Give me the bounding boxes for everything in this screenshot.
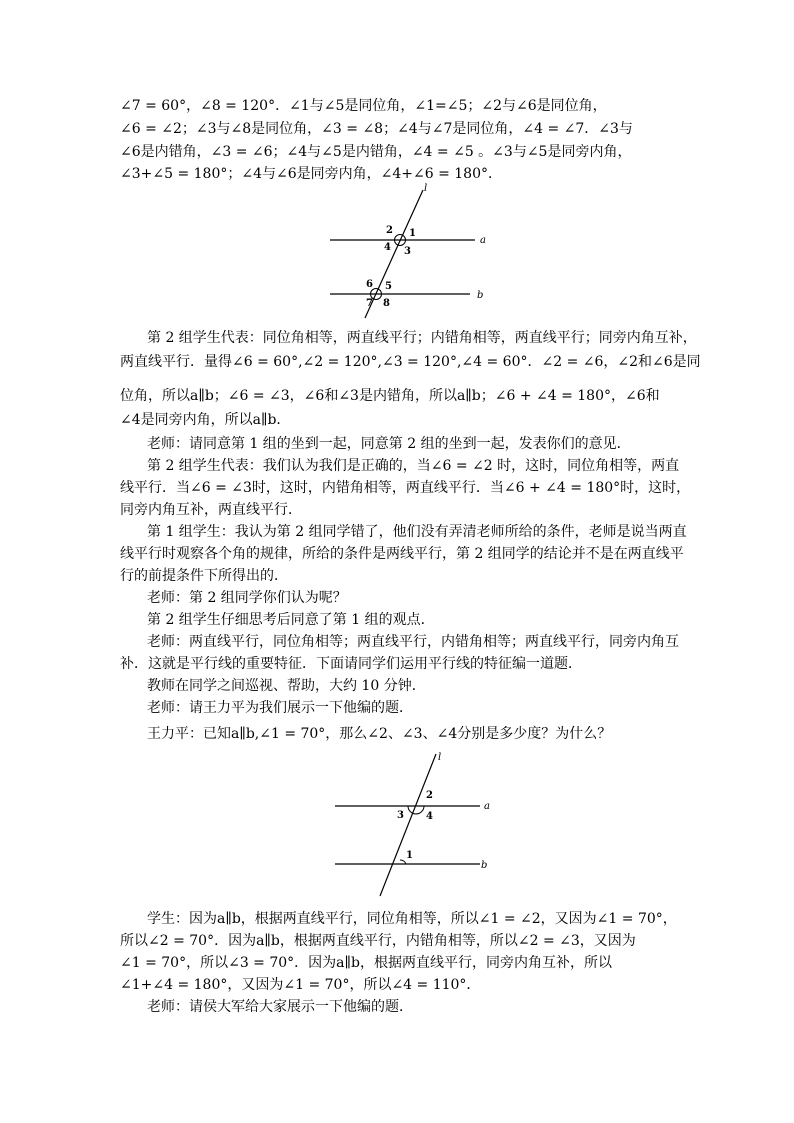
transversal-l (380, 754, 436, 896)
text-line: 同旁内角互补，两直线平行． (120, 502, 302, 518)
angle-label-2: 2 (386, 225, 393, 236)
text-line: ∠7 = 60°，∠8 = 120°．∠1与∠5是同位角，∠1=∠5；∠2与∠6是同位角， (120, 98, 607, 114)
text-line: 老师：两直线平行，同位角相等；两直线平行，内错角相等；两直线平行，同旁内角互 (147, 634, 679, 650)
text-line: ∠6是内错角，∠3 = ∠6；∠4与∠5是内错角，∠4 = ∠5 。∠3与∠5是同旁内角， (120, 144, 632, 160)
label-l: l (438, 752, 442, 763)
text-line: 王力平：已知a∥b,∠1 = 70°，那么∠2、∠3、∠4分别是多少度？为什么？ (147, 726, 612, 742)
text-line: ∠1 = 70°，所以∠3 = 70°．因为a∥b，根据两直线平行，同旁内角互补，所以 (120, 955, 612, 971)
figure-angles-1 (325, 180, 495, 320)
text-line: 位角，所以a∥b；∠6 = ∠3，∠6和∠3是内错角，所以a∥b；∠6 + ∠4 = 180°，∠6和 (120, 388, 660, 404)
label-a: a (480, 235, 486, 246)
text-line: 补．这就是平行线的重要特征．下面请同学们运用平行线的特征编一道题． (120, 656, 582, 672)
angle-label-2: 2 (426, 790, 433, 801)
angle-label-6: 6 (366, 279, 373, 290)
text-line: 老师：第 2 组同学你们认为呢？ (147, 590, 347, 606)
text-line: 两直线平行．量得∠6 = 60°,∠2 = 120°,∠3 = 120°,∠4 = 60°．∠2 = ∠6，∠2和∠6是同 (120, 354, 701, 370)
angle-label-1: 1 (406, 850, 413, 861)
text-line: 学生：因为a∥b，根据两直线平行，同位角相等，所以∠1 = ∠2，又因为∠1 = 70°， (147, 911, 677, 927)
text-line: 第 2 组学生代表：我们认为我们是正确的，当∠6 = ∠2 时，这时，同位角相等，两直 (147, 458, 680, 474)
label-a: a (484, 801, 490, 812)
text-line: 线平行．当∠6 = ∠3时，这时，内错角相等，两直线平行．当∠6 + ∠4 = 180°时，这时， (120, 480, 691, 496)
text-line: 第 1 组学生：我认为第 2 组同学错了，他们没有弄清老师所给的条件，老师是说当两直 (147, 524, 687, 540)
text-line: 老师：请侯大军给大家展示一下他编的题． (147, 999, 413, 1015)
label-l: l (424, 183, 428, 194)
angle-label-1: 1 (409, 228, 416, 239)
text-line: ∠1+∠4 = 180°，又因为∠1 = 70°，所以∠4 = 110°． (120, 977, 481, 993)
text-line: 老师：请王力平为我们展示一下他编的题． (147, 700, 413, 716)
label-b: b (481, 860, 488, 871)
text-line: 所以∠2 = 70°．因为a∥b，根据两直线平行，内错角相等，所以∠2 = ∠3，又因为 (120, 933, 636, 949)
text-line: 第 2 组学生仔细思考后同意了第 1 组的观点． (147, 612, 435, 628)
angle-label-4: 4 (384, 242, 391, 253)
angle-label-3: 3 (397, 810, 404, 821)
angle-label-3: 3 (404, 246, 411, 257)
text-line: 行的前提条件下所得出的． (120, 568, 288, 584)
figure-angles-2 (330, 750, 500, 900)
text-line: ∠3+∠5 = 180°；∠4与∠6是同旁内角，∠4+∠6 = 180°． (120, 166, 502, 182)
angle-label-5: 5 (385, 281, 392, 292)
text-line: 教师在同学之间巡视、帮助，大约 10 分钟． (147, 678, 426, 694)
angle-label-8: 8 (383, 298, 390, 309)
text-line: ∠4是同旁内角，所以a∥b． (120, 412, 291, 428)
angle-label-7: 7 (366, 298, 373, 309)
label-b: b (477, 290, 484, 301)
text-line: ∠6 = ∠2；∠3与∠8是同位角，∠3 = ∠8；∠4与∠7是同位角，∠4 = ∠7．∠3与 (120, 121, 633, 137)
text-line: 线平行时观察各个角的规律，所给的条件是两线平行，第 2 组同学的结论并不是在两直线平 (120, 546, 684, 562)
text-line: 第 2 组学生代表：同位角相等，两直线平行；内错角相等，两直线平行；同旁内角互补， (147, 330, 697, 346)
text-line: 老师：请同意第 1 组的坐到一起，同意第 2 组的坐到一起，发表你们的意见． (147, 436, 631, 452)
angle-label-4: 4 (426, 811, 433, 822)
